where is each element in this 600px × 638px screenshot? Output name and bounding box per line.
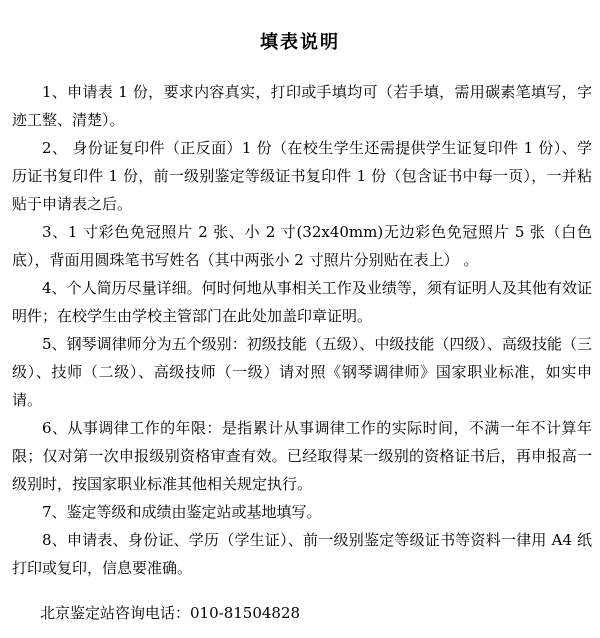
instructions-list (12, 78, 592, 582)
instruction-item-8: 8、申请表、身份证、学历（学生证）、前一级别鉴定等级证书等资料一律用 A4 纸打印或复印，信息要准确。 (12, 531, 592, 577)
contact-phone-line: 北京鉴定站咨询电话：010-81504828 (40, 604, 301, 622)
instruction-item-5: 5、钢琴调律师分为五个级别：初级技能（五级）、中级技能（四级）、高级技能（三级）、技师（二级）、高级技师（一级）请对照《钢琴调律师》国家职业标准，如实申请。 (12, 335, 592, 409)
instruction-item-1: 1、申请表 1 份，要求内容真实，打印或手填均可（若手填，需用碳素笔填写，字迹工整、清楚）。 (12, 83, 592, 129)
instruction-item-6: 6、从事调律工作的年限：是指累计从事调律工作的实际时间，不满一年不计算年限；仅对第一次申报级别资格审查有效。已经取得某一级别的资格证书后，再申报高一级别时，按国家职业标准其他相关规定执行。 (12, 419, 592, 493)
instruction-item-3: 3、1 寸彩色免冠照片 2 张、小 2 寸(32x40mm)无边彩色免冠照片 5 张（白色底），背面用圆珠笔书写姓名（其中两张小 2 寸照片分别贴在表上） 。 (12, 223, 592, 269)
instruction-item-7: 7、鉴定等级和成绩由鉴定站或基地填写。 (42, 503, 322, 521)
instruction-item-4: 4、个人简历尽量详细。何时何地从事相关工作及业绩等，须有证明人及其他有效证明件；在校学生由学校主管部门在此处加盖印章证明。 (12, 279, 592, 325)
page-title: 填表说明 (260, 32, 340, 53)
instruction-item-2: 2、 身份证复印件（正反面）1 份（在校生学生还需提供学生证复印件 1 份）、学历证书复印件 1 份，前一级别鉴定等级证书复印件 1 份（包含证书中每一页），一并粘贴于申请表之后。 (12, 139, 592, 213)
